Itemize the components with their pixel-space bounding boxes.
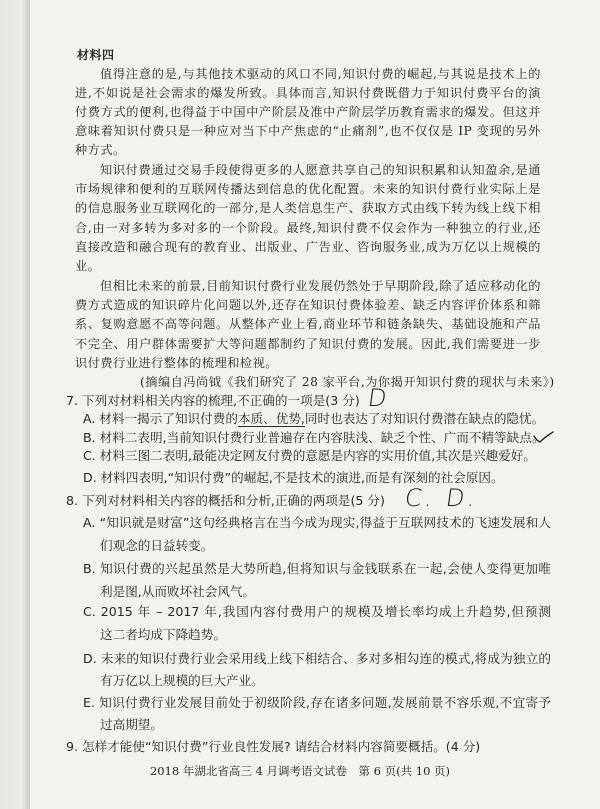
material-line: 但相比未来的前景,目前知识付费行业发展仍然处于早期阶段,除了适应移动化的 <box>100 279 541 293</box>
q7-option-a-underlined: 本质、优势, <box>237 411 305 426</box>
material-title: 材料四 <box>77 48 115 62</box>
q8-option-c: C. 2015 年 – 2017 年,我国内容付费用户的规模及增长率均成上升趋势,但预测 <box>83 604 551 619</box>
q8-option-a: A. “知识就是财富”这句经典格言在当今成为现实,得益于互联网技术的飞速发展和人 <box>83 515 551 530</box>
material-line: 知识付费通过交易手段使得更多的人愿意共享自己的知识积累和认知盈余,是通 <box>100 163 541 177</box>
material-line: 进,不如说是社会需求的爆发所致。具体而言,知识付费既借力于知识付费平台的演 <box>75 86 541 100</box>
q7-option-a-post: 同时也表达了对知识付费潜在缺点的隐忧。 <box>304 411 545 426</box>
check-mark-icon <box>532 430 554 444</box>
q7-option-d: D. 材料四表明,“知识付费”的崛起,不是技术的演进,而是有深刻的社会原因。 <box>83 470 504 485</box>
q9-stem: 9. 怎样才能使“知识付费”行业良性发展? 请结合材料内容简要概括。(4 分) <box>66 739 481 754</box>
material-line: 值得注意的是,与其他技术驱动的风口不同,知识付费的崛起,与其说是技术上的 <box>100 67 541 81</box>
q8-option-b: B. 知识付费的兴起虽然是大势所趋,但将知识与金钱联系在一起,会使人变得更加唯 <box>83 561 551 576</box>
material-line: 费方式造成的知识碎片化问题以外,还存在知识付费体验差、缺乏内容评价体系和筛 <box>75 298 541 312</box>
material-line: 付费方式的便利,也得益于中国中产阶层及准中产阶层学历教育需求的爆发。但这并 <box>75 105 541 119</box>
q7-handwritten-answer: D <box>366 384 389 412</box>
q8-option-c-cont: 这二者均成下降趋势。 <box>100 627 226 642</box>
q8-stem: 8. 下列对材料相关内容的概括和分析,正确的两项是(5 分) <box>66 493 385 508</box>
q7-option-b: B. 材料二表明,当前知识付费行业普遍存在内容肤浅、缺乏个性、广而不精等缺点。 <box>83 430 545 445</box>
q8-option-e: E. 知识付费行业发展目前处于初级阶段,存在诸多问题,发展前景不容乐观,不宜寄予 <box>83 695 551 710</box>
q7-stem: 7. 下列对材料相关内容的梳理,不正确的一项是(3 分) <box>66 393 360 408</box>
material-line: 业。 <box>75 259 101 273</box>
material-line: 合,由一对多转为多对多的一个阶段。最终,知识付费不仅会作为一种独立的行业,还 <box>75 221 541 235</box>
q8-option-e-cont: 过高期望。 <box>100 717 163 732</box>
page-footer: 2018 年湖北省高三 4 月调考语文试卷 第 6 页(共 10 页) <box>149 764 451 778</box>
material-line: 意味着知识付费只是一种应对当下中产焦虑的“止痛剂”,也不仅仅是 IP 变现的另外 <box>75 124 541 138</box>
material-source: (摘编自冯尚钺《我们研究了 28 家平台,为你揭开知识付费的现状与未来》) <box>140 375 555 389</box>
material-line: 不完全、用户群体需要扩大等问题都制约了知识付费的发展。因此,我们需要进一步 <box>75 337 541 351</box>
q8-handwritten-answer: C. D. <box>403 484 481 512</box>
q8-option-d-cont: 有万亿以上规模的巨大产业。 <box>100 673 264 688</box>
paper-left-shadow <box>0 0 30 809</box>
material-line: 系、复购意愿不高等问题。从整体产业上看,商业环节和链条缺失、基础设施和产品 <box>75 317 541 331</box>
material-line: 直接改造和融合现有的教育业、出版业、广告业、咨询服务业,成为万亿以上规模的 <box>75 240 541 254</box>
q7-option-a-pre: A. 材料一揭示了知识付费的 <box>83 411 238 426</box>
binding-margin-line <box>27 0 30 809</box>
q8-option-b-cont: 利是图,从而败坏社会风气。 <box>100 584 256 599</box>
material-line: 种方式。 <box>75 143 126 157</box>
q8-option-d: D. 未来的知识付费行业会采用线上线下相结合、多对多相勾连的模式,将成为独立的 <box>83 651 551 666</box>
material-line: 的信息服务业互联网化的一部分,是人类信息生产、获取方式由线下转为线上线下相 <box>75 201 541 215</box>
q7-option-c: C. 材料三图二表明,最能决定网友付费的意愿是内容的实用价值,其次是兴趣爱好。 <box>83 448 536 463</box>
q7-option-a <box>83 410 544 428</box>
material-line: 识付费行业进行整体的梳理和检视。 <box>75 356 278 370</box>
material-line: 市场规律和便利的互联网传播达到信息的优化配置。未来的知识付费行业实际上是 <box>75 182 541 196</box>
q8-option-a-cont: 们观念的日益转变。 <box>100 538 214 553</box>
